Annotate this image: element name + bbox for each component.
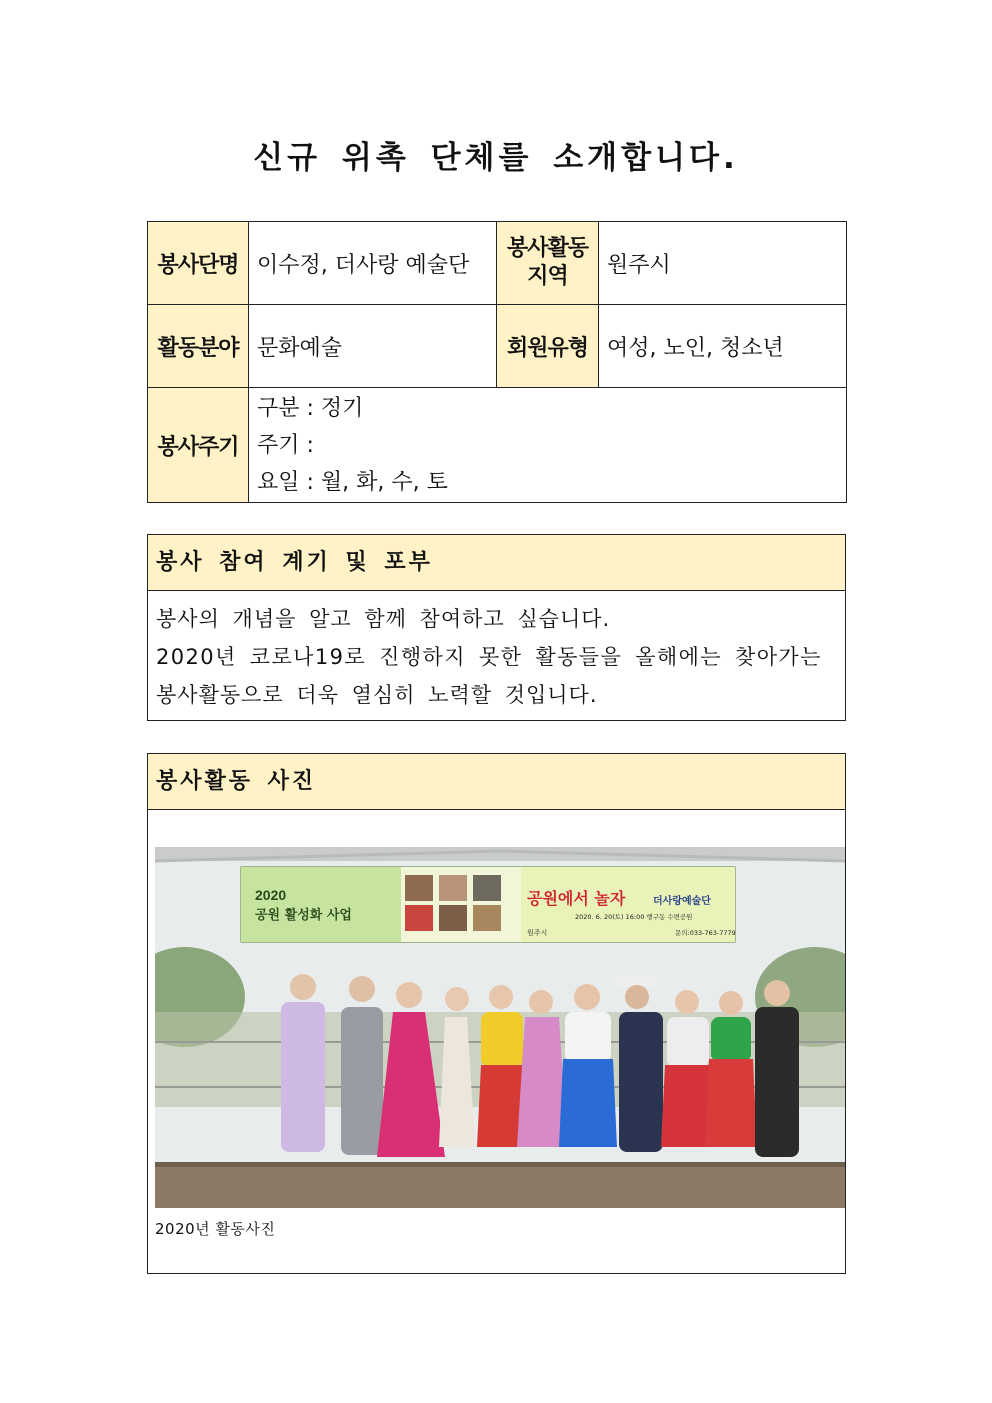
banner-date: 2020. 6. 20(토) 16:00 행구동 수변공원: [575, 913, 693, 921]
group-info-table: [147, 221, 847, 503]
motivation-heading: 봉사 참여 계기 및 포부: [148, 535, 845, 591]
banner-city: 원주시: [527, 929, 548, 937]
member-type-label: 회원유형: [497, 305, 599, 388]
activity-photo: [155, 847, 845, 1208]
motivation-section: [147, 534, 846, 721]
field-value: 문화예술: [249, 305, 497, 388]
page-title: 신규 위촉 단체를 소개합니다.: [253, 140, 739, 176]
banner-year: 2020: [255, 887, 287, 903]
cycle-days: 요일 : 월, 화, 수, 토: [257, 469, 448, 495]
member-type-value: 여성, 노인, 청소년: [599, 305, 847, 388]
cycle-period: 주기 :: [257, 432, 314, 458]
photo-section: [147, 753, 846, 1274]
region-label: [497, 222, 599, 305]
photo-heading: 봉사활동 사진: [148, 754, 845, 810]
cycle-label: 봉사주기: [148, 388, 249, 503]
cycle-value: [249, 388, 847, 503]
motivation-line-2: 2020년 코로나19로 진행하지 못한 활동들을 올해에는 찾아가는: [156, 645, 822, 669]
motivation-text: [148, 591, 845, 720]
group-name-value: 이수정, 더사랑 예술단: [249, 222, 497, 305]
region-label-line2: 지역: [527, 264, 568, 289]
banner-project: 공원 활성화 사업: [255, 908, 352, 923]
motivation-line-1: 봉사의 개념을 알고 함께 참여하고 싶습니다.: [156, 607, 611, 631]
banner-troupe: 더사랑예술단: [653, 896, 711, 907]
field-label: 활동분야: [148, 305, 249, 388]
banner-contact: 문의:033-763-7779: [675, 929, 736, 937]
cycle-type: 구분 : 정기: [257, 395, 364, 421]
banner-slogan: 공원에서 놀자: [527, 889, 626, 908]
region-value: 원주시: [599, 222, 847, 305]
photo-caption: 2020년 활동사진: [155, 1220, 276, 1238]
group-name-label: 봉사단명: [148, 222, 249, 305]
region-label-line1: 봉사활동: [506, 236, 588, 261]
motivation-line-3: 봉사활동으로 더욱 열심히 노력할 것입니다.: [156, 683, 598, 707]
